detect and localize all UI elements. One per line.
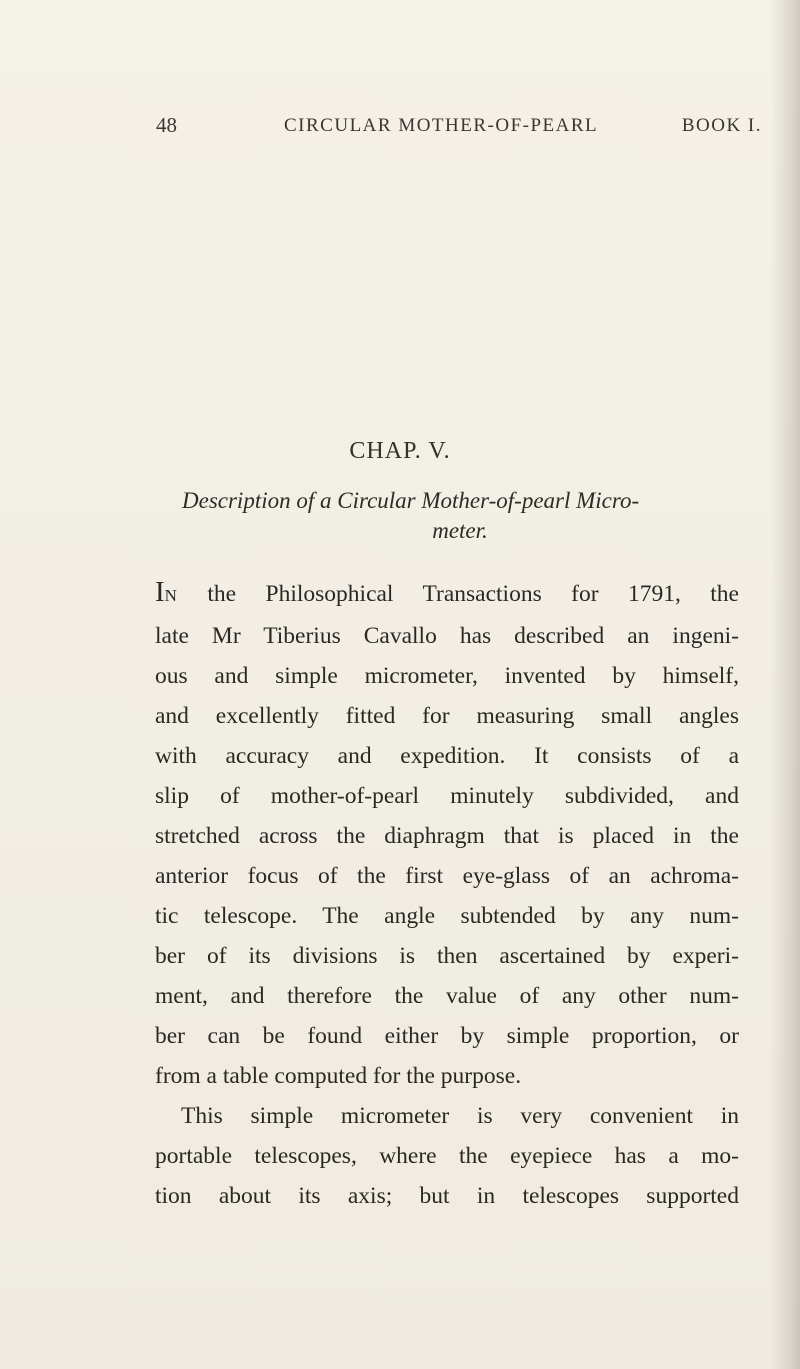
text-line: stretched across the diaphragm that is placed in the <box>155 823 739 849</box>
page-number: 48 <box>156 113 177 137</box>
text-line: slip of mother-of-pearl minutely subdivided, and <box>155 783 739 809</box>
chapter-title-line-1: Description of a Circular Mother-of-pearl Micro- <box>182 488 640 513</box>
text-line: portable telescopes, where the eyepiece has a mo- <box>155 1143 739 1169</box>
drop-cap: I <box>155 576 165 608</box>
text-line: anterior focus of the first eye-glass of an achroma- <box>155 863 739 889</box>
small-cap: N <box>164 586 178 605</box>
text-line: with accuracy and expedition. It consists of a <box>155 743 739 769</box>
running-head <box>156 113 762 143</box>
text-line: and excellently fitted for measuring small angles <box>155 703 739 729</box>
text-line-content: the Philosophical Transactions for 1791, the <box>177 581 739 607</box>
text-line: tion about its axis; but in telescopes supported <box>155 1183 739 1209</box>
book-label: BOOK I. <box>681 115 762 136</box>
text-line: This simple micrometer is very convenient in <box>181 1103 739 1129</box>
chapter-heading: CHAP. V. <box>349 438 451 464</box>
text-line <box>155 572 739 616</box>
text-line: tic telescope. The angle subtended by any num- <box>155 903 739 929</box>
text-line: late Mr Tiberius Cavallo has described an ingeni- <box>155 623 739 649</box>
text-line: ment, and therefore the value of any other num- <box>155 983 739 1009</box>
text-line: ber of its divisions is then ascertained by experi- <box>155 943 739 969</box>
text-line: from a table computed for the purpose. <box>155 1063 522 1089</box>
text-line: ber can be found either by simple proportion, or <box>155 1023 739 1049</box>
body-text <box>155 572 739 1216</box>
running-title: CIRCULAR MOTHER-OF-PEARL <box>284 115 599 136</box>
chapter-title <box>150 486 750 546</box>
text-line: ous and simple micrometer, invented by himself, <box>155 663 739 689</box>
chapter-title-line-2: meter. <box>432 518 488 543</box>
